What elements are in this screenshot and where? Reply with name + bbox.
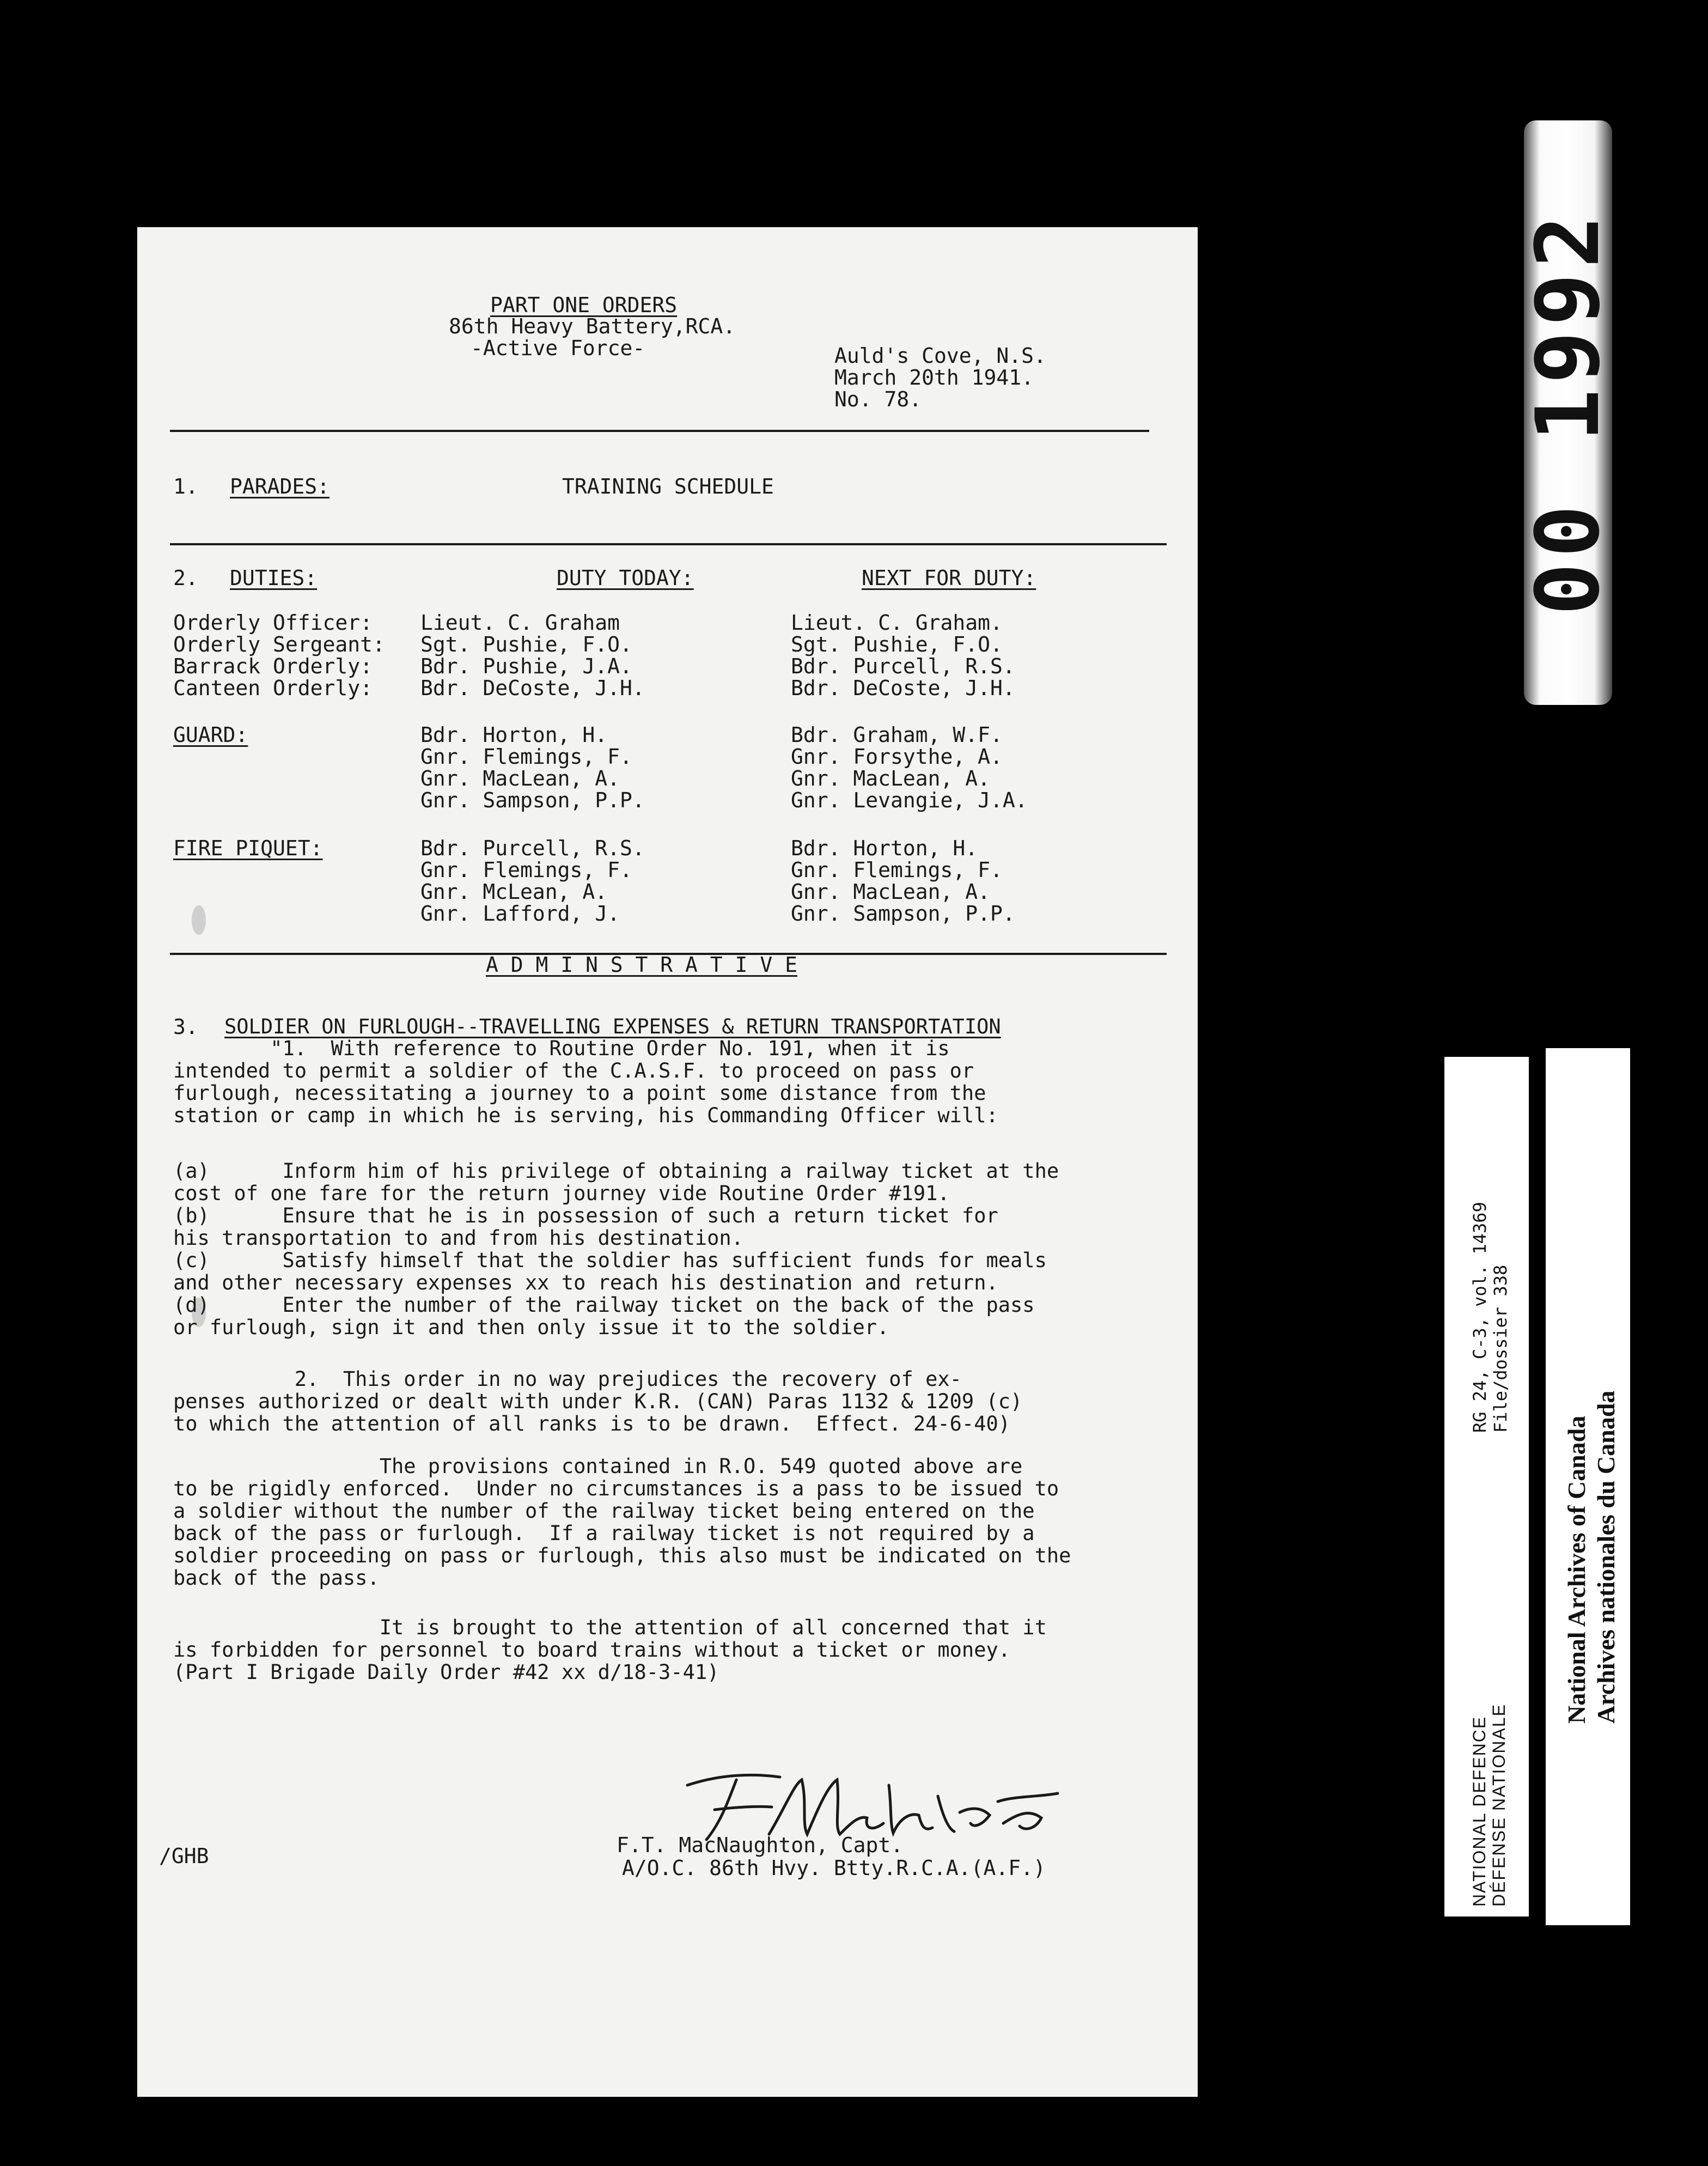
duty-role: Barrack Orderly: [173, 654, 373, 678]
orders-title: PART ONE ORDERS [490, 293, 678, 317]
duty-role: Canteen Orderly: [173, 676, 373, 700]
guard-today: Gnr. MacLean, A. [420, 766, 620, 790]
paragraph-4: It is brought to the attention of all concerned that it is forbidden for personnel to board trains without a ticket or money. (Part I Brigade Daily Order #42 xx d/18-3-41) [173, 1616, 1047, 1684]
fire-piquet-today: Gnr. Flemings, F. [420, 858, 632, 882]
order-place: Auld's Cove, N.S. [834, 344, 1046, 368]
administrative-heading: A D M I N S T R A T I V E [486, 953, 797, 977]
duty-role: Orderly Officer: [173, 611, 373, 635]
parades-value: TRAINING SCHEDULE [562, 474, 774, 498]
fire-piquet-label: FIRE PIQUET: [173, 836, 323, 860]
force-name: -Active Force- [471, 336, 645, 360]
guard-today: Gnr. Flemings, F. [420, 745, 632, 769]
duty-role: Orderly Sergeant: [173, 632, 385, 656]
unit-name: 86th Heavy Battery,RCA. [449, 314, 736, 338]
parades-number: 1. [173, 474, 198, 498]
document-page [137, 227, 1198, 2097]
national-archives-name: National Archives of Canada Archives nationales du Canada [1563, 1390, 1620, 1724]
order-date: March 20th 1941. [834, 366, 1034, 390]
guard-next: Gnr. Forsythe, A. [791, 745, 1003, 769]
paragraph-3: The provisions contained in R.O. 549 quoted above are to be rigidly enforced. Under no circumstances is a pass to be issued to a soldier without the number of the railway ticket being entered on the back of the pass or furlough. If a railway ticket is not required by a soldier proceeding on pass or furlough, this also must be indicated on the back of the pass. [173, 1455, 1071, 1590]
fire-piquet-next: Gnr. Sampson, P.P. [791, 902, 1015, 926]
paragraph-1: "1. With reference to Routine Order No. 191, when it is intended to permit a soldier of the C.A.S.F. to proceed on pass or furlough, necessitating a journey to a point some distance from the station or camp in which he is serving, his Commanding Officer will: [173, 1037, 998, 1127]
duty-next: Sgt. Pushie, F.O. [791, 632, 1003, 656]
national-archives-label [1546, 1048, 1630, 1925]
fire-piquet-next: Bdr. Horton, H. [791, 836, 978, 860]
fire-piquet-today: Gnr. McLean, A. [420, 880, 608, 904]
reel-number-tag [1517, 120, 1619, 705]
guard-label: GUARD: [173, 723, 248, 747]
paragraph-2: 2. This order in no way prejudices the recovery of ex- penses authorized or dealt with under K.R. (CAN) Paras 1132 & 1209 (c) to which the attention of all ranks is to be drawn. Effect. 24-6-40) [173, 1367, 1023, 1435]
signatory-name: F.T. MacNaughton, Capt. [617, 1833, 904, 1857]
signatory-title: A/O.C. 86th Hvy. Btty.R.C.A.(A.F.) [622, 1856, 1046, 1880]
archive-reference-label [1444, 1057, 1529, 1916]
section3-title: SOLDIER ON FURLOUGH--TRAVELLING EXPENSES & RETURN TRANSPORTATION [224, 1015, 1001, 1038]
duty-next: Bdr. Purcell, R.S. [791, 654, 1015, 678]
duties-number: 2. [173, 566, 198, 590]
instruction-list: (a) Inform him of his privilege of obtaining a railway ticket at the cost of one fare for the return journey vide Routine Order #191. (b) Ensure that he is in possession of such a return ticket for his transportation to and from his destination. (c) Satisfy himself that the soldier has sufficient funds for meals and other necessary expenses xx to reach his destination and return. (d) Enter the number of the railway ticket on the back of the pass or furlough, sign it and then only issue it to the soldier. [173, 1159, 1059, 1339]
archive-reference: RG 24, C-3, vol. 14369 File/dossier 338 [1469, 1202, 1511, 1433]
reel-number: 00 1992 [1517, 210, 1619, 616]
guard-next: Gnr. MacLean, A. [791, 766, 991, 790]
typist-initials: /GHB [159, 1844, 209, 1868]
divider [170, 543, 1167, 545]
guard-next: Bdr. Graham, W.F. [791, 723, 1003, 747]
fire-piquet-today: Bdr. Purcell, R.S. [420, 836, 645, 860]
duty-today: Lieut. C. Graham [420, 611, 620, 635]
guard-next: Gnr. Levangie, J.A. [791, 788, 1028, 812]
next-for-duty-heading: NEXT FOR DUTY: [862, 566, 1036, 590]
parades-label: PARADES: [230, 474, 330, 498]
order-number: No. 78. [834, 387, 922, 411]
duty-today: Bdr. Pushie, J.A. [420, 654, 632, 678]
guard-today: Bdr. Horton, H. [420, 723, 608, 747]
duty-today: Bdr. DeCoste, J.H. [420, 676, 645, 700]
punch-hole [192, 905, 206, 935]
section3-number: 3. [173, 1015, 198, 1039]
duty-today-heading: DUTY TODAY: [557, 566, 694, 590]
duty-next: Lieut. C. Graham. [791, 611, 1003, 635]
duty-next: Bdr. DeCoste, J.H. [791, 676, 1015, 700]
national-defence-label: NATIONAL DEFENCE DÉFENSE NATIONALE [1469, 1703, 1509, 1907]
fire-piquet-next: Gnr. Flemings, F. [791, 858, 1003, 882]
duties-label: DUTIES: [230, 566, 318, 590]
divider [170, 430, 1149, 432]
fire-piquet-today: Gnr. Lafford, J. [420, 902, 620, 926]
fire-piquet-next: Gnr. MacLean, A. [791, 880, 991, 904]
duty-today: Sgt. Pushie, F.O. [420, 632, 632, 656]
guard-today: Gnr. Sampson, P.P. [420, 788, 645, 812]
